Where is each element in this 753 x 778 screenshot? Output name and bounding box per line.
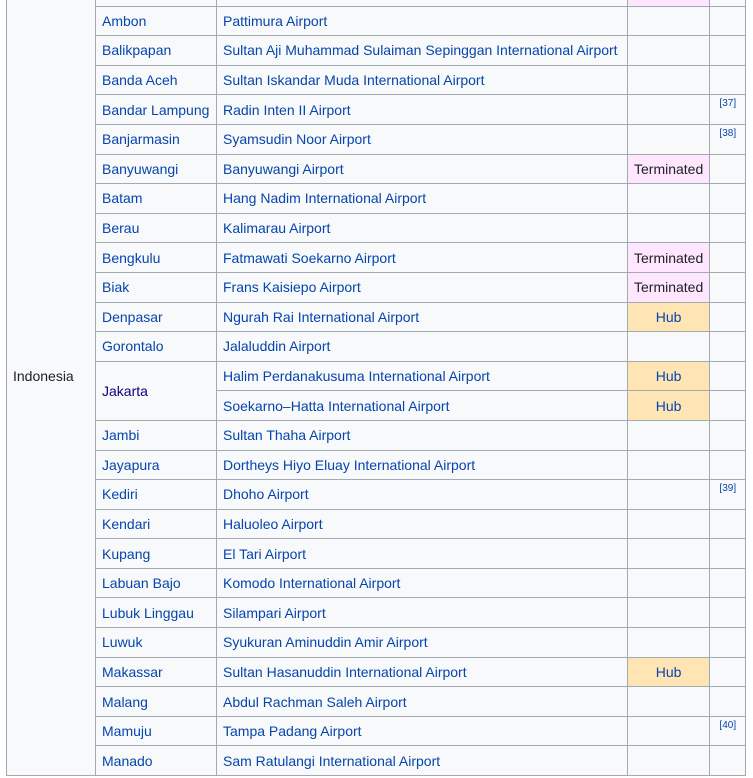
reference-link[interactable]: [37] (719, 98, 737, 110)
city-cell (96, 154, 217, 184)
city-link[interactable]: Manado (102, 752, 153, 769)
status-cell (628, 184, 710, 214)
city-link[interactable]: Kendari (102, 515, 151, 532)
airport-cell (217, 746, 628, 776)
status-cell (628, 539, 710, 569)
city-cell (96, 716, 217, 746)
reference-sup (719, 128, 736, 139)
airport-link[interactable]: Fatmawati Soekarno Airport (223, 249, 396, 266)
city-cell (96, 36, 217, 66)
city-link[interactable]: Jayapura (102, 456, 160, 473)
airport-link[interactable]: Kalimarau Airport (223, 220, 331, 237)
city-link[interactable]: Berau (102, 220, 140, 237)
reference-cell (710, 480, 746, 510)
status-cell (628, 36, 710, 66)
city-link[interactable]: Kupang (102, 545, 151, 562)
city-cell (96, 243, 217, 273)
table-row (7, 302, 746, 332)
city-link[interactable]: Jambi (102, 427, 140, 444)
reference-cell (710, 36, 746, 66)
status-badge[interactable]: Hub (655, 397, 682, 414)
status-cell (628, 628, 710, 658)
airport-cell (217, 420, 628, 450)
reference-sup (719, 720, 736, 731)
status-cell (628, 746, 710, 776)
table-row (7, 568, 746, 598)
city-cell (96, 509, 217, 539)
airport-link[interactable]: Dhoho Airport (223, 486, 309, 503)
city-link[interactable]: Malang (102, 693, 148, 710)
reference-cell (710, 420, 746, 450)
airport-link[interactable]: Radin Inten II Airport (223, 101, 351, 118)
reference-link[interactable]: [39] (719, 483, 737, 495)
reference-cell (710, 154, 746, 184)
airport-link[interactable]: Jalaluddin Airport (223, 338, 331, 355)
airport-link[interactable]: Tampa Padang Airport (223, 723, 362, 740)
table-row (7, 361, 746, 391)
status-cell (628, 361, 710, 391)
airport-link[interactable]: Dortheys Hiyo Eluay International Airport (223, 456, 476, 473)
table-body (7, 0, 746, 776)
status-badge: Terminated (634, 160, 704, 177)
city-cell (96, 95, 217, 125)
city-cell (96, 65, 217, 95)
airport-cell (217, 598, 628, 628)
reference-cell (710, 184, 746, 214)
city-cell (96, 450, 217, 480)
destinations-table (6, 0, 746, 776)
city-link[interactable]: Ambon (102, 12, 147, 29)
city-link[interactable]: Banjarmasin (102, 131, 180, 148)
airport-link[interactable]: Haluoleo Airport (223, 515, 323, 532)
city-cell (96, 657, 217, 687)
airport-link[interactable]: Sam Ratulangi International Airport (223, 752, 441, 769)
status-cell (628, 716, 710, 746)
status-cell (628, 391, 710, 421)
reference-cell (710, 95, 746, 125)
reference-cell (710, 243, 746, 273)
airport-cell (217, 65, 628, 95)
city-link[interactable]: Bengkulu (102, 249, 161, 266)
city-link[interactable]: Banyuwangi (102, 160, 179, 177)
airport-cell (217, 539, 628, 569)
city-link[interactable]: Mamuju (102, 723, 152, 740)
airport-cell (217, 332, 628, 362)
city-cell (96, 687, 217, 717)
city-cell (96, 6, 217, 36)
table-row (7, 539, 746, 569)
reference-cell (710, 716, 746, 746)
reference-cell (710, 568, 746, 598)
table-row (7, 124, 746, 154)
status-cell (628, 65, 710, 95)
reference-cell (710, 391, 746, 421)
airport-cell (217, 361, 628, 391)
status-cell (628, 302, 710, 332)
city-cell (96, 184, 217, 214)
status-cell (628, 657, 710, 687)
status-cell (628, 154, 710, 184)
status-badge[interactable]: Hub (655, 663, 682, 680)
table-row (7, 450, 746, 480)
table-row (7, 716, 746, 746)
airport-cell (217, 568, 628, 598)
reference-cell (710, 687, 746, 717)
table-row (7, 746, 746, 776)
city-link[interactable]: Gorontalo (102, 338, 164, 355)
table-row (7, 598, 746, 628)
airport-link[interactable]: Syamsudin Noor Airport (223, 131, 371, 148)
status-cell (628, 568, 710, 598)
city-cell (96, 361, 217, 420)
airport-cell (217, 154, 628, 184)
status-badge[interactable]: Hub (655, 368, 682, 385)
status-cell (628, 480, 710, 510)
status-cell (628, 243, 710, 273)
city-cell (96, 124, 217, 154)
city-link[interactable]: Balikpapan (102, 42, 172, 59)
city-cell (96, 272, 217, 302)
airport-cell (217, 509, 628, 539)
table-row (7, 6, 746, 36)
reference-cell (710, 746, 746, 776)
status-cell (628, 687, 710, 717)
table-row (7, 213, 746, 243)
airport-cell (217, 184, 628, 214)
reference-cell (710, 361, 746, 391)
airport-link[interactable]: El Tari Airport (223, 545, 306, 562)
reference-cell (710, 302, 746, 332)
status-cell (628, 450, 710, 480)
airport-cell (217, 6, 628, 36)
city-link[interactable]: Labuan Bajo (102, 575, 181, 592)
airport-link[interactable]: Halim Perdanakusuma International Airport (223, 368, 490, 385)
airport-link[interactable]: Sultan Thaha Airport (223, 427, 351, 444)
airport-cell (217, 657, 628, 687)
airport-cell (217, 95, 628, 125)
table-row (7, 95, 746, 125)
city-cell (96, 628, 217, 658)
airport-link[interactable]: Banyuwangi Airport (223, 160, 344, 177)
table-row (7, 687, 746, 717)
city-cell (96, 539, 217, 569)
city-link[interactable]: Bandar Lampung (102, 101, 210, 118)
reference-link[interactable]: [40] (719, 719, 737, 731)
airport-cell (217, 450, 628, 480)
city-cell (96, 598, 217, 628)
status-cell (628, 272, 710, 302)
table-row (7, 154, 746, 184)
table-row (7, 36, 746, 66)
airport-cell (217, 687, 628, 717)
reference-cell (710, 539, 746, 569)
status-badge: Terminated (634, 249, 704, 266)
city-link[interactable]: Denpasar (102, 308, 163, 325)
city-link[interactable]: Luwuk (102, 634, 143, 651)
airport-link[interactable]: Sultan Aji Muhammad Sulaiman Sepinggan International Airport (223, 42, 618, 59)
table-row (7, 657, 746, 687)
reference-cell (710, 450, 746, 480)
reference-sup (719, 98, 736, 109)
airport-link[interactable]: Frans Kaisiepo Airport (223, 279, 361, 296)
city-link[interactable]: Lubuk Linggau (102, 604, 194, 621)
table-row (7, 65, 746, 95)
airport-cell (217, 302, 628, 332)
reference-cell (710, 213, 746, 243)
table-row (7, 420, 746, 450)
airport-cell (217, 213, 628, 243)
status-cell (628, 420, 710, 450)
city-cell (96, 746, 217, 776)
table-row (7, 272, 746, 302)
airport-link[interactable]: Syukuran Aminuddin Amir Airport (223, 634, 428, 651)
airport-cell (217, 716, 628, 746)
reference-cell (710, 598, 746, 628)
status-cell (628, 95, 710, 125)
reference-cell (710, 657, 746, 687)
reference-cell (710, 6, 746, 36)
airport-link[interactable]: Abdul Rachman Saleh Airport (223, 693, 407, 710)
reference-cell (710, 628, 746, 658)
airport-link[interactable]: Sultan Hasanuddin International Airport (223, 663, 467, 680)
airport-cell (217, 272, 628, 302)
city-cell (96, 568, 217, 598)
table-row (7, 332, 746, 362)
airport-cell (217, 628, 628, 658)
city-link[interactable]: Banda Aceh (102, 72, 178, 89)
table-row (7, 243, 746, 273)
airport-cell (217, 480, 628, 510)
status-badge: Terminated (634, 279, 704, 296)
status-cell (628, 332, 710, 362)
status-cell (628, 509, 710, 539)
airport-cell (217, 391, 628, 421)
status-cell (628, 213, 710, 243)
reference-sup (719, 483, 736, 494)
airport-link[interactable]: Silampari Airport (223, 604, 326, 621)
table-row (7, 509, 746, 539)
airport-cell (217, 124, 628, 154)
reference-cell (710, 65, 746, 95)
reference-cell (710, 124, 746, 154)
status-badge[interactable]: Hub (655, 308, 682, 325)
city-link[interactable]: Jakarta (102, 382, 148, 399)
city-link[interactable]: Makassar (102, 663, 163, 680)
airport-link[interactable]: Pattimura Airport (223, 12, 328, 29)
city-link[interactable]: Kediri (102, 486, 138, 503)
airport-cell (217, 36, 628, 66)
city-cell (96, 420, 217, 450)
airport-link[interactable]: Komodo International Airport (223, 575, 401, 592)
reference-cell (710, 272, 746, 302)
airport-link[interactable]: Ngurah Rai International Airport (223, 308, 420, 325)
table-row (7, 480, 746, 510)
reference-cell (710, 332, 746, 362)
city-cell (96, 332, 217, 362)
city-link[interactable]: Biak (102, 279, 130, 296)
airport-link[interactable]: Hang Nadim International Airport (223, 190, 427, 207)
city-cell (96, 213, 217, 243)
table-row (7, 184, 746, 214)
status-cell (628, 124, 710, 154)
country-cell: Indonesia (7, 0, 96, 776)
airport-cell (217, 243, 628, 273)
city-cell (96, 302, 217, 332)
airport-link[interactable]: Sultan Iskandar Muda International Airport (223, 72, 485, 89)
reference-cell (710, 509, 746, 539)
status-cell (628, 6, 710, 36)
reference-link[interactable]: [38] (719, 127, 737, 139)
status-cell (628, 598, 710, 628)
airport-link[interactable]: Soekarno–Hatta International Airport (223, 397, 450, 414)
city-link[interactable]: Batam (102, 190, 143, 207)
city-cell (96, 480, 217, 510)
table-row (7, 628, 746, 658)
